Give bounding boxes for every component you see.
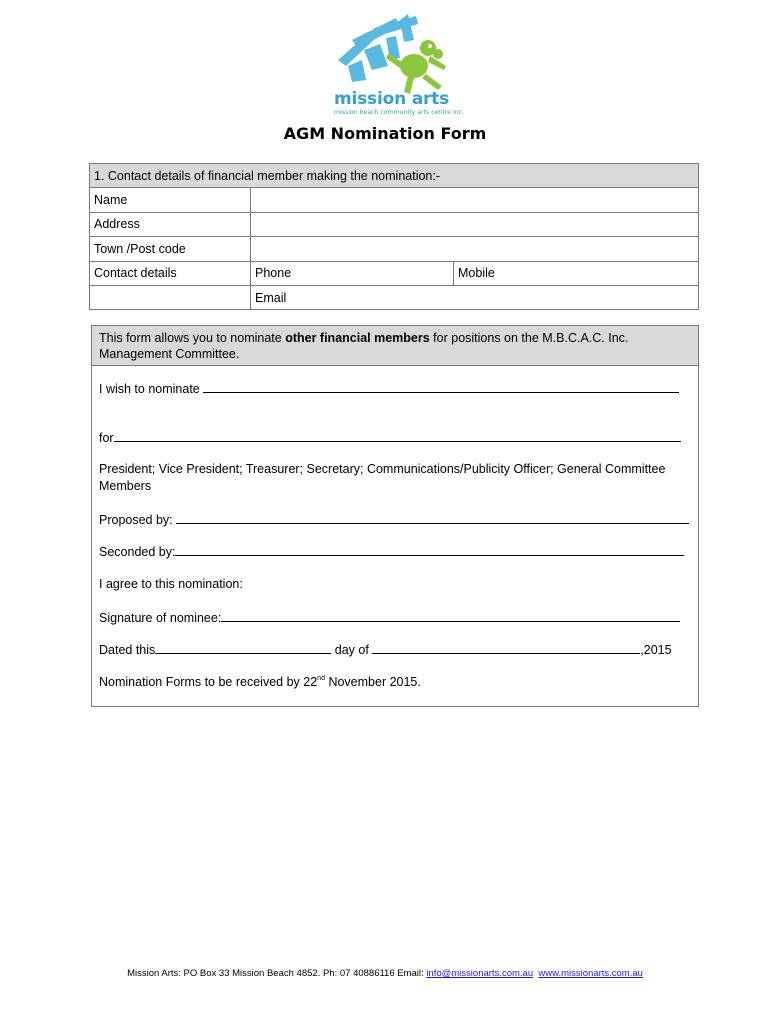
seconded-by-label: Seconded by: [99,545,176,559]
signature-field[interactable] [221,610,680,622]
proposed-by-field[interactable] [176,512,689,524]
phone-label: Phone [255,266,292,281]
deadline-text-post: November 2015. [324,675,421,689]
name-label: Name [90,188,251,212]
footer-address: Mission Arts: PO Box 33 Mission Beach 4852. Ph: 07 40886116 Email: [127,968,427,979]
contact-details-table [89,163,699,310]
contact-table-header: 1. Contact details of financial member making the nomination:- [90,164,699,188]
deadline-superscript: nd [317,675,325,682]
footer [0,968,770,979]
town-postcode-field[interactable] [251,237,699,261]
dated-line [99,642,672,657]
nomination-section [91,325,699,707]
for-label: for [99,431,114,445]
positions-list: President; Vice President; Treasurer; Secretary; Communications/Publicity Officer; General Committee Members [99,462,666,493]
deadline-line [99,675,421,689]
year-label: ,2015 [640,643,672,657]
agree-label: I agree to this nomination: [99,577,243,591]
address-field[interactable] [251,212,699,236]
intro-text-post: for positions on the M.B.C.A.C. Inc. Management Committee. [99,331,629,361]
deadline-text-pre: Nomination Forms to be received by 22 [99,675,318,689]
seconded-line [99,544,684,559]
proposed-line [99,512,689,527]
wish-to-nominate-label: I wish to nominate [99,382,204,396]
nominee-name-field[interactable] [203,381,679,393]
footer-email-link[interactable]: info@missionarts.com.au [426,968,534,979]
intro-text-bold: other financial members [285,331,430,345]
dated-this-label: Dated this [99,643,156,657]
intro-text-pre: This form allows you to nominate [99,331,286,345]
contact-details-label: Contact details [90,261,251,285]
position-field[interactable] [114,430,681,442]
page-title: AGM Nomination Form [283,124,487,143]
seconded-by-field[interactable] [175,544,684,556]
logo-wordmark [334,89,449,109]
logo-word-arts: arts [411,89,450,109]
empty-cell [90,285,251,309]
day-of-label: day of [331,643,373,657]
logo-word-mission: mission [334,89,406,109]
signature-line [99,610,680,625]
mobile-field[interactable] [454,261,699,285]
phone-field[interactable] [251,261,454,285]
email-field[interactable] [251,285,699,309]
dated-month-field[interactable] [372,642,640,654]
footer-website-link[interactable]: www.missionarts.com.au [538,968,643,979]
nominee-line [99,381,679,396]
proposed-by-label: Proposed by: [99,513,177,527]
nomination-intro [92,326,698,366]
mobile-label: Mobile [458,266,495,281]
signature-label: Signature of nominee: [99,611,222,625]
name-field[interactable] [251,188,699,212]
position-line [99,430,681,445]
town-postcode-label: Town /Post code [90,237,251,261]
logo-subtitle: mission beach community arts centre inc. [334,109,464,116]
dated-day-field[interactable] [155,642,331,654]
email-label: Email [255,290,287,305]
address-label: Address [90,212,251,236]
